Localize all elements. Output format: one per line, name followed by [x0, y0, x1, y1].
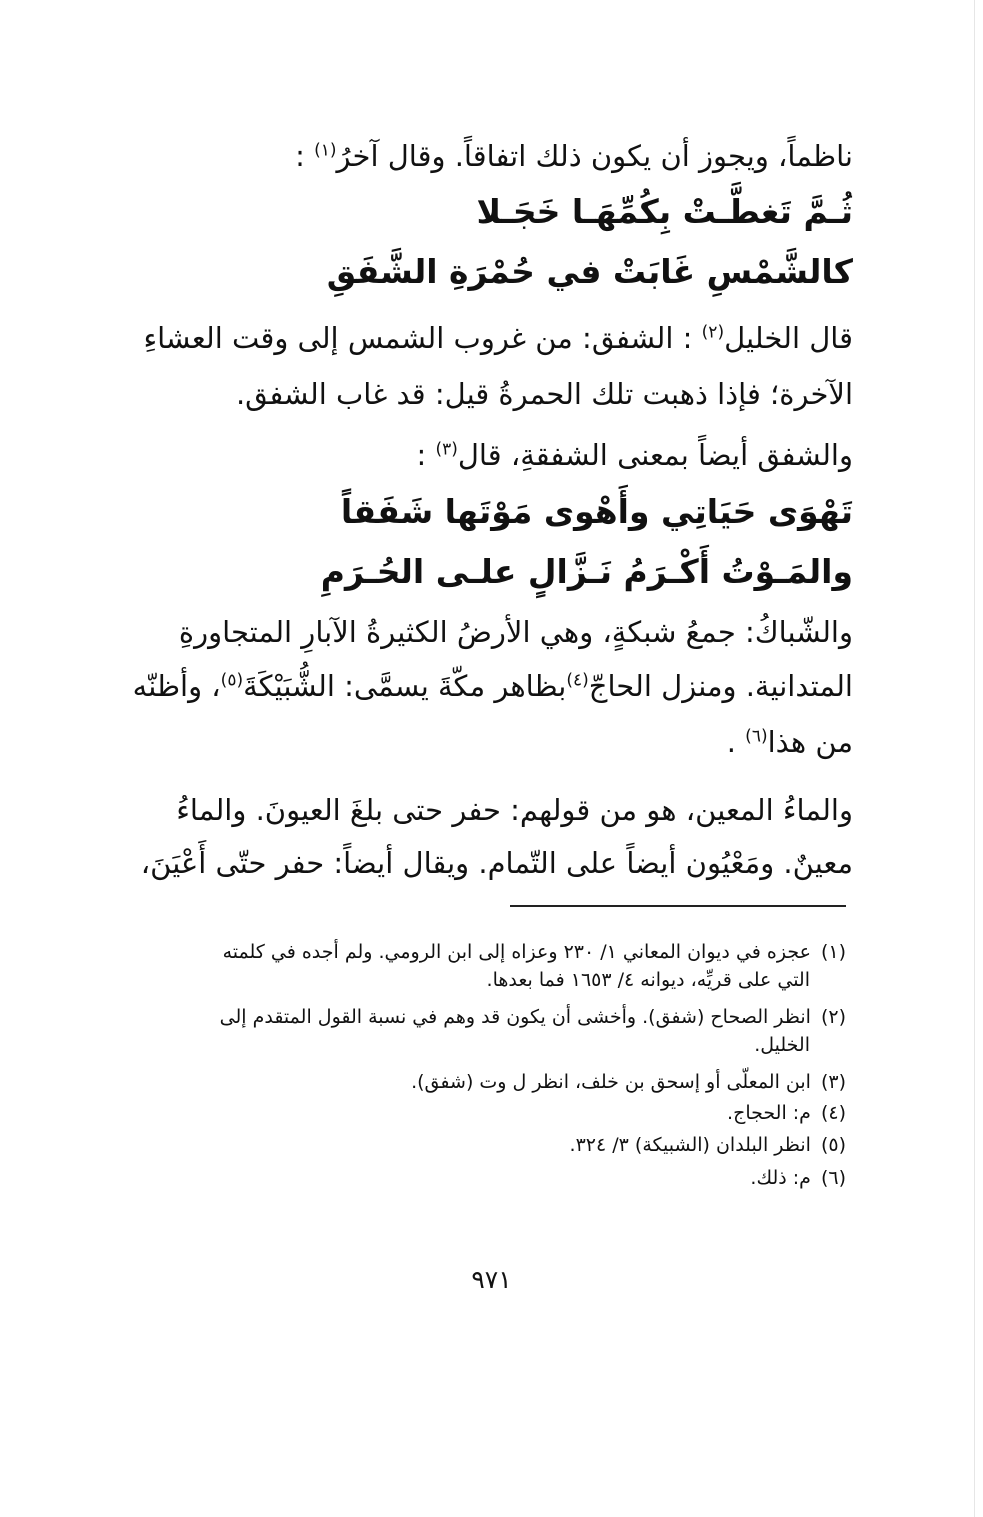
- text-segment: :: [295, 139, 315, 173]
- footnote-text: انظر الصحاح (شفق). وأخشى أن يكون قد وهم في نسبة القول المتقدم إلى: [219, 1006, 811, 1028]
- text-segment: من هذا: [767, 725, 853, 759]
- text-line-8: والماءُ المعين، هو من قولهم: حفر حتى بلغَ العيونَ. والماءُ: [176, 793, 853, 827]
- verse-2-hemistich-1: تَهْوَى حَيَاتِي وأَهْوى مَوْتَها شَفَقاً: [340, 492, 853, 531]
- footnote-number: (٢): [820, 1006, 846, 1028]
- text-line-1: [140, 136, 853, 176]
- footnote-6: [150, 1164, 846, 1192]
- text-line-7: [140, 722, 853, 762]
- footnote-number: (٥): [820, 1134, 846, 1156]
- text-segment: ، وأظنّه: [132, 669, 221, 703]
- text-segment: قال الخليل: [724, 321, 853, 355]
- footnote-marker-1: (١): [314, 140, 337, 161]
- footnote-3: [150, 1068, 846, 1096]
- footnote-4: [150, 1099, 846, 1127]
- text-segment: ناظماً، ويجوز أن يكون ذلك اتفاقاً. وقال آخرُ: [336, 139, 853, 173]
- footnote-text: انظر البلدان (الشبيكة) ٣/ ٣٢٤.: [569, 1134, 811, 1156]
- text-line-2: [140, 318, 853, 358]
- footnote-marker-3: (٣): [435, 439, 458, 460]
- footnote-5: [150, 1131, 846, 1159]
- text-segment: بظاهر مكّةَ يسمَّى: الشُّبَيْكَةَ: [243, 669, 567, 703]
- page-number: ٩٧١: [471, 1265, 512, 1294]
- text-segment: :: [416, 438, 436, 472]
- footnote-marker-4: (٤): [566, 670, 589, 691]
- footnote-number: (٦): [820, 1167, 846, 1189]
- text-line-9: معينٌ. ومَعْيُون أيضاً على التّمام. ويقال أيضاً: حفر حتّى أَعْيَنَ،: [140, 846, 853, 880]
- footnote-2-continued: الخليل.: [754, 1034, 810, 1056]
- text-segment: : الشفق: من غروب الشمس إلى وقت العشاءِ: [143, 321, 702, 355]
- footnote-marker-2: (٢): [701, 322, 725, 343]
- text-segment: المتدانية. ومنزل الحاجّ: [588, 669, 853, 703]
- footnote-marker-6: (٦): [745, 726, 768, 747]
- footnote-separator: [510, 905, 846, 907]
- text-segment: والشفق أيضاً بمعنى الشفقةِ، قال: [457, 438, 853, 472]
- footnote-number: (٣): [820, 1071, 846, 1093]
- footnote-number: (٤): [820, 1102, 846, 1124]
- footnote-number: (١): [820, 941, 846, 963]
- footnote-text: م: ذلك.: [750, 1167, 811, 1189]
- footnote-1: [150, 938, 846, 966]
- text-line-3: الآخرة؛ فإذا ذهبت تلك الحمرةُ قيل: قد غاب الشفق.: [235, 377, 853, 411]
- footnote-marker-5: (٥): [220, 670, 244, 691]
- verse-2-hemistich-2: والمَـوْتُ أَكْـرَمُ نَـزَّالٍ علـى الحُـرَمِ: [320, 552, 853, 591]
- footnote-text: ابن المعلّى أو إسحق بن خلف، انظر ل وت (شفق).: [411, 1071, 811, 1093]
- verse-1-hemistich-2: كالشَّمْسِ غَابَتْ في حُمْرَةِ الشَّفَقِ: [326, 252, 853, 291]
- text-segment: .: [726, 725, 746, 759]
- text-line-5: والشّباكُ: جمعُ شبكةٍ، وهي الأرضُ الكثيرةُ الآبارِ المتجاورةِ: [178, 615, 853, 649]
- footnote-2: [150, 1003, 846, 1031]
- footnote-1-continued: التي على قريِّه، ديوانه ٤/ ١٦٥٣ فما بعدها.: [486, 969, 810, 991]
- text-line-6: [132, 666, 853, 706]
- text-line-4: [140, 435, 853, 475]
- footnote-text: م: الحجاج.: [727, 1102, 811, 1124]
- footnote-text: عجزه في ديوان المعاني ١/ ٢٣٠ وعزاه إلى ابن الرومي. ولم أجده في كلمته: [222, 941, 811, 963]
- verse-1-hemistich-1: ثُـمَّ تَغطَّـتْ بِكُمِّهَـا خَجَـلا: [476, 192, 853, 231]
